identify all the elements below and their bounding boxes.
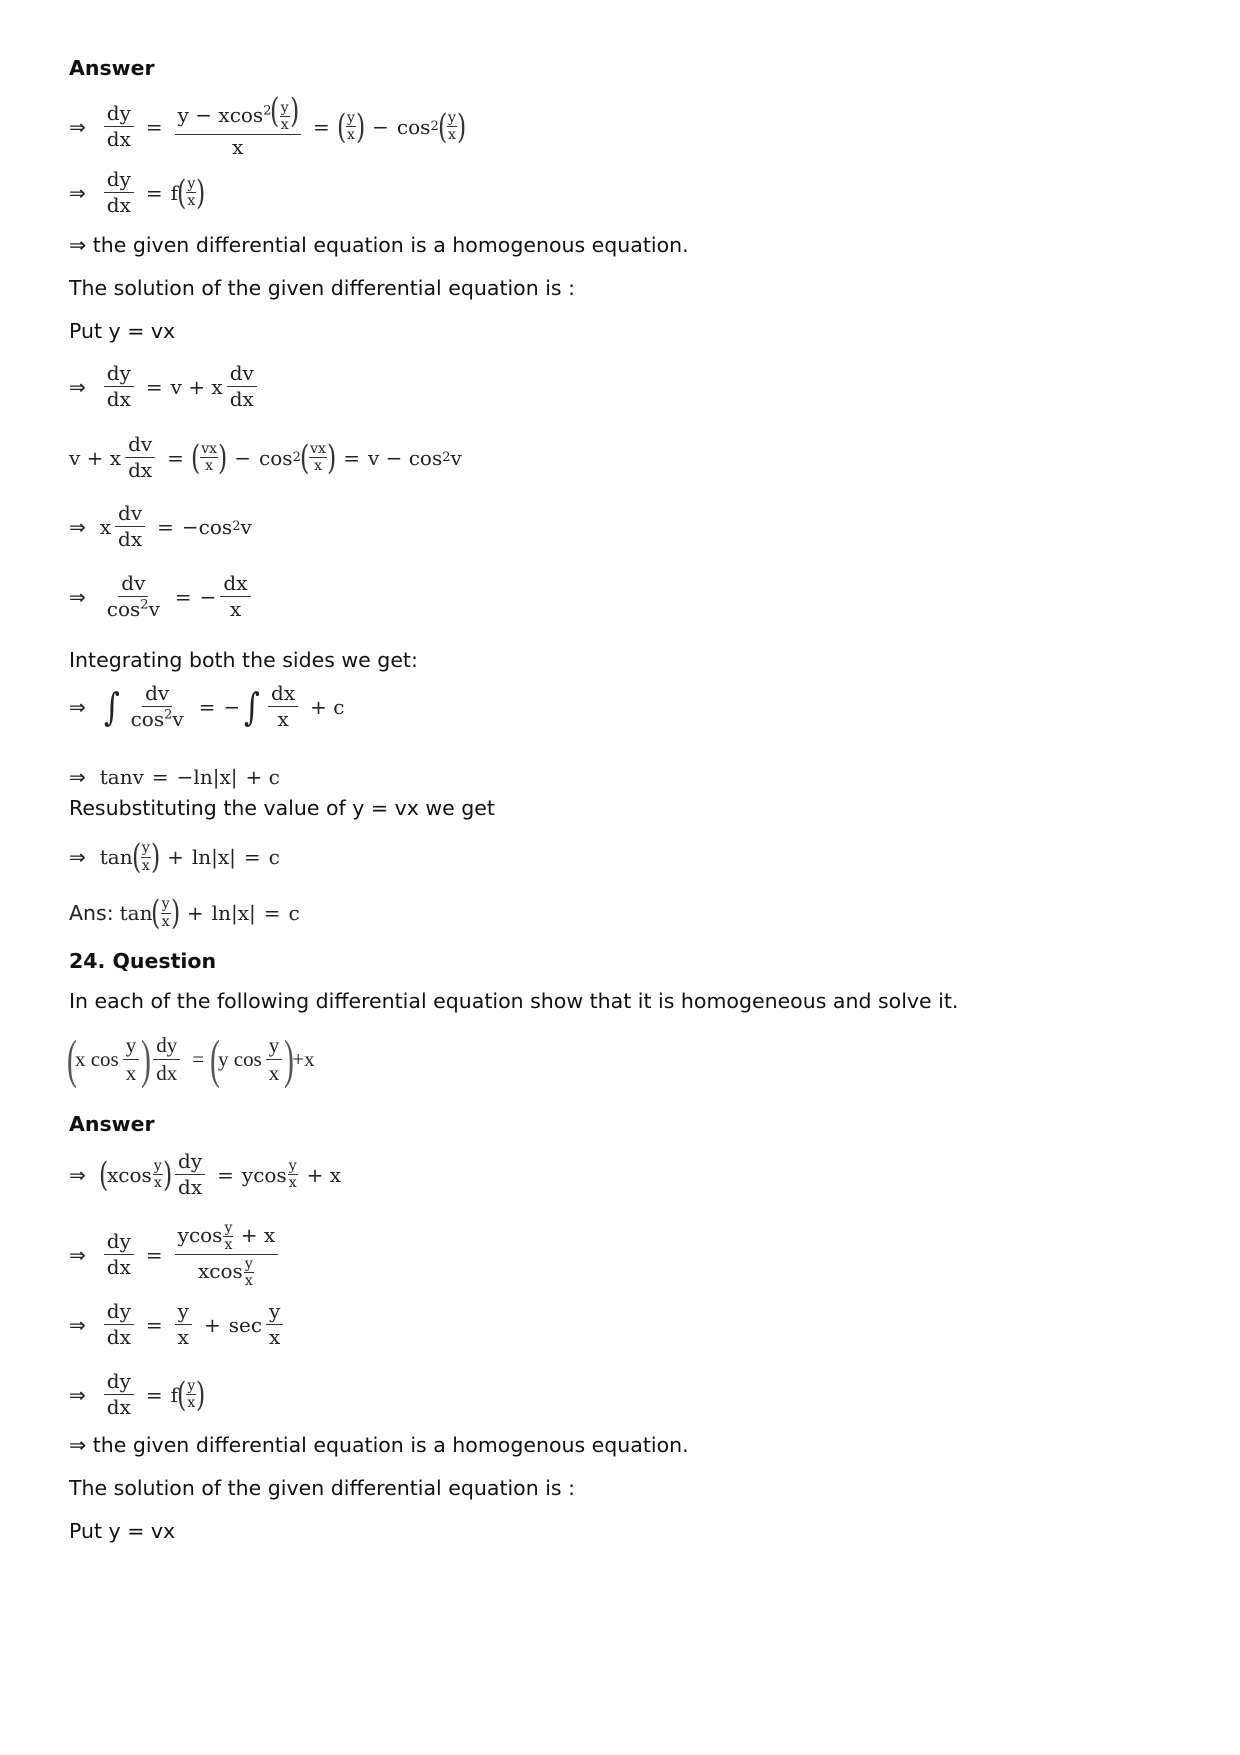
resubstituting-statement: Resubstituting the value of y = vx we get xyxy=(69,796,495,820)
equation-5: ⇒ x $\frac{dv}{dx}$ = −cos 2 v xyxy=(69,501,252,551)
equation-8: ⇒ tanv = −ln|x| + c xyxy=(69,765,280,789)
integrating-statement: Integrating both the sides we get: xyxy=(69,648,418,672)
equation-3: ⇒ $\frac{dy}{dx}$ = v + x $\frac{dv}{dx}$ xyxy=(69,362,261,411)
equation-1: ⇒ $\frac{dy}{dx}$ = y − xcos$^2$( $\frac{y}{x}$ ) x = ( $\frac{y}{x}$ ) − cos 2 ( $\frac{y}{x}$ ) xyxy=(69,91,467,160)
equation-4: v + x $\frac{dv}{dx}$ = ( $\frac{vx}{x}$ ) − cos 2 ( $\frac{vx}{x}$ ) = v − cos 2 v xyxy=(69,432,462,482)
solution-statement: The solution of the given differential equation is : xyxy=(69,276,576,300)
equation-10: ⇒ ( xcos $\frac{y}{x}$ ) $\frac{dy}{dx}$ = ycos $\frac{y}{x}$ + x xyxy=(69,1149,342,1199)
equation-12: ⇒ $\frac{dy}{dx}$ = $\frac{y}{x}$ + sec $\frac{y}{x}$ xyxy=(69,1300,287,1349)
question-equation: ( x cos $\frac{y}{x}$ ) $\frac{dy}{dx}$ = ( y cos $\frac{y}{x}$ ) + x xyxy=(67,1029,315,1089)
substitution-statement-2: Put y = vx xyxy=(69,1519,176,1543)
final-answer: Ans: tan ( $\frac{y}{x}$ ) + ln|x| = c xyxy=(69,893,300,933)
equation-2: ⇒ $\frac{dy}{dx}$ = f ( $\frac{y}{x}$ ) xyxy=(69,167,206,217)
equation-9: ⇒ tan ( $\frac{y}{x}$ ) + ln|x| = c xyxy=(69,837,280,877)
substitution-statement: Put y = vx xyxy=(69,319,176,343)
answer-heading: Answer xyxy=(69,56,155,80)
fraction: y − xcos$^2$( $\frac{y}{x}$ ) x xyxy=(175,94,301,159)
question-heading: 24. Question xyxy=(69,949,217,973)
equation-7: ⇒ ∫ $\frac{dv}{\cos^2v}$ = − ∫ $\frac{dx}{x}$ + c xyxy=(69,681,345,731)
homogenous-statement: ⇒ the given differential equation is a homogenous equation. xyxy=(69,233,689,257)
question-prompt: In each of the following differential equation show that it is homogeneous and solve it. xyxy=(69,989,959,1013)
answer-heading-2: Answer xyxy=(69,1112,155,1136)
solution-statement-2: The solution of the given differential equation is : xyxy=(69,1476,576,1500)
equation-11: ⇒ $\frac{dy}{dx}$ = ycos $\frac{y}{x}$ + x xcos $\frac{y}{x}$ xyxy=(69,1220,282,1289)
equation-13: ⇒ $\frac{dy}{dx}$ = f ( $\frac{y}{x}$ ) xyxy=(69,1369,206,1419)
fraction: $\frac{dy}{dx}$ xyxy=(104,102,134,151)
homogenous-statement-2: ⇒ the given differential equation is a homogenous equation. xyxy=(69,1433,689,1457)
equation-6: ⇒ $\frac{dv}{\cos^2v}$ = − $\frac{dx}{x}$ xyxy=(69,572,255,621)
